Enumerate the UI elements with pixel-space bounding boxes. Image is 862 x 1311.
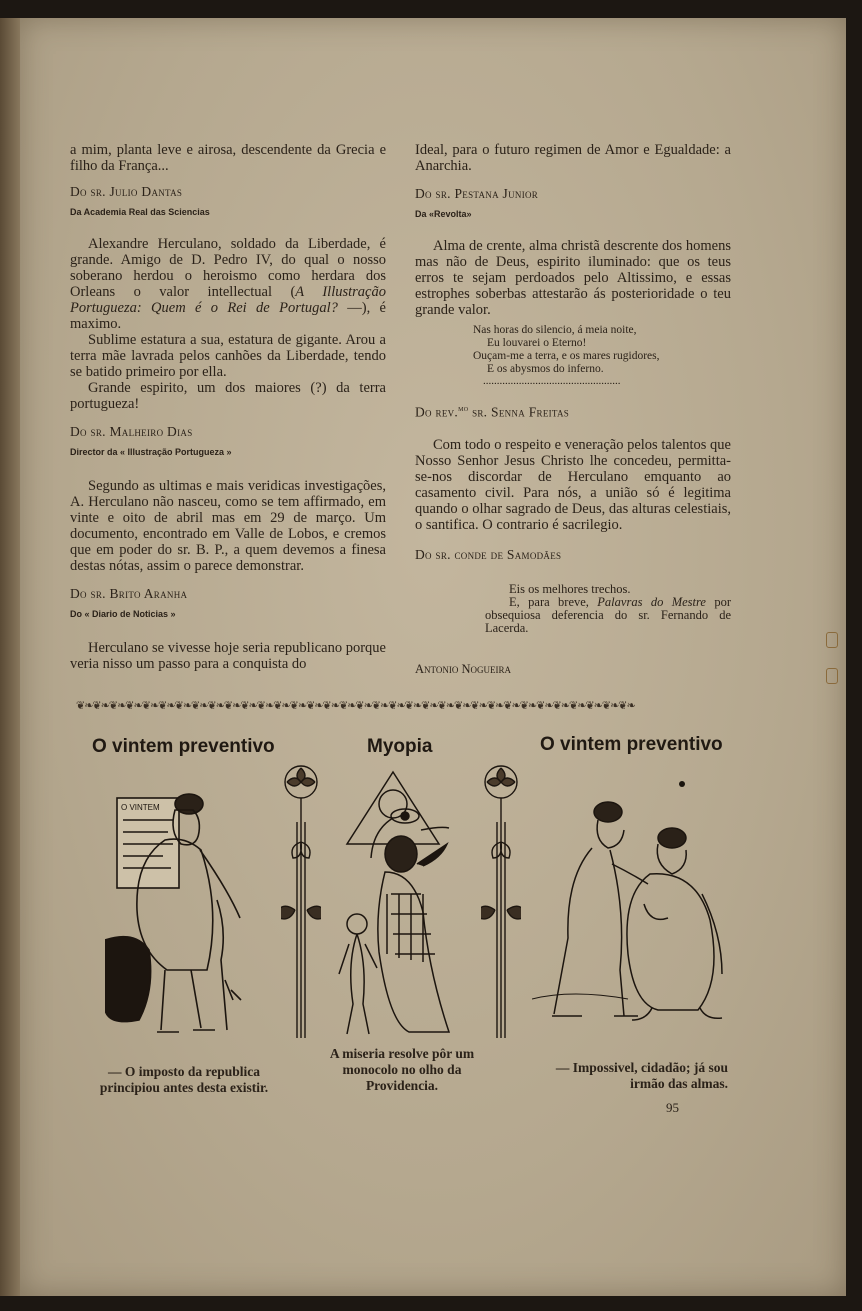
flower-ornament-left [281, 762, 321, 1042]
right-para-1: Ideal, para o futuro regimen de Amor e Egualdade: a Anarchia. [415, 142, 731, 174]
note-line-1: Eis os melhores trechos. [509, 581, 631, 596]
byline-senna-freitas: Do rev.$^{mo}$ sr. Senna Freitas [415, 403, 570, 420]
sub-academia: Da Academia Real das Sciencias [70, 207, 210, 217]
poem-line: E os abysmos do inferno. [487, 363, 604, 375]
right-column [415, 142, 731, 677]
cartoon-caption-right: — Impossivel, cidadão; já sou irmão das almas. [555, 1060, 728, 1091]
cartoon-title-center: Myopia [367, 736, 433, 757]
dotted-separator: .................................................. [483, 376, 621, 386]
wall-sign-text: O VINTEM [121, 803, 160, 812]
left-para-1: a mim, planta leve e airosa, descendente da Grecia e filho da França... [70, 142, 386, 174]
poem [415, 324, 731, 376]
flower-ornament-right [481, 762, 521, 1042]
cartoon-center-illustration [335, 764, 465, 1044]
byline-pestana-junior: Do sr. Pestana Junior [415, 186, 539, 201]
left-para-2: Alexandre Herculano, soldado da Liberdade, é grande. Amigo de D. Pedro IV, do qual o nosso soberano herdou o heroismo como herdara dos Orleans o valor intellectual (A Illustração Portugueza: Quem é o Rei de Portugal? —), é maximo. [70, 236, 386, 332]
margin-mark [826, 632, 838, 648]
left-para-4: Grande espirito, um dos maiores (?) da terra portugueza! [70, 380, 386, 412]
poem-line: Ouçam-me a terra, e os mares rugidores, [473, 350, 660, 362]
book-spine [0, 18, 22, 1296]
signature-antonio-nogueira: Antonio Nogueira [415, 661, 512, 676]
poem-line: Eu louvarei o Eterno! [487, 337, 587, 349]
sub-diario: Do « Diario de Noticias » [70, 609, 176, 619]
cartoon-title-right: O vintem preventivo [540, 734, 723, 755]
closing-note [415, 583, 731, 635]
cartoon-caption-center: A miseria resolve pôr um monocolo no olho da Providencia. [329, 1046, 475, 1093]
left-column [70, 142, 386, 672]
margin-mark [826, 668, 838, 684]
ink-dot [679, 781, 685, 787]
byline-brito-aranha: Do sr. Brito Aranha [70, 586, 188, 601]
cartoon-caption-left: — O imposto da republica principiou antes desta existir. [99, 1064, 269, 1095]
sub-illustracao: Director da « Illustração Portugueza » [70, 447, 232, 457]
cartoon-right-illustration [532, 794, 732, 1024]
byline-conde-samodaes: Do sr. conde de Samodães [415, 546, 562, 562]
page-number: 95 [666, 1100, 679, 1115]
byline-julio-dantas: Do sr. Julio Dantas [70, 184, 183, 199]
ornamental-border: ❦❧❦❧❦❧❦❧❦❧❦❧❦❧❦❧❦❧❦❧❦❧❦❧❦❧❦❧❦❧❦❧❦❧❦❧❦❧❦❧❦❧❦❧❦❧❦❧❦❧❦❧❦❧❦❧❦❧❦❧❦❧❦❧❦❧❦❧ [76, 700, 635, 712]
note-line-2: E, para breve, Palavras do Mestre por obsequiosa deferencia do sr. Fernando de Lacerda. [485, 594, 731, 635]
right-para-3: Com todo o respeito e veneração pelos talentos que Nosso Senhor Jesus Christo lhe concedeu, permitta-se-nos discordar de Herculano emquanto ao casamento civil. Para nós, a união só é legitima quando o olhar sagrado de Deus, das alturas celestiais, o santifica. O contrario é sacrilegio. [415, 436, 731, 533]
left-para-3: Sublime estatura a sua, estatura de gigante. Arou a terra mãe lavrada pelos canhões da Liberdade, tendo se batido primeiro por ella. [70, 332, 386, 380]
right-para-2: Alma de crente, alma christã descrente dos homens mas não de Deus, espirito iluminado: que os teus erros te sejam perdoados pelo Altissimo, e essas estrophes soberbas attestarão ás posterioridade o teu grande valor. [415, 238, 731, 318]
sub-revolta: Da «Revolta» [415, 209, 472, 219]
cartoon-title-left: O vintem preventivo [92, 736, 275, 757]
left-para-6: Herculano se vivesse hoje seria republicano porque veria nisso um passo para a conquista do [70, 640, 386, 672]
left-para-5: Segundo as ultimas e mais veridicas investigações, A. Herculano não nasceu, como se tem affirmado, em vinte e oito de abril mas em 29 de março. Um documento, encontrado em Valle de Lobos, e cremos que em poder do sr. B. P., a quem devemos a finesa destas nótas, assim o parece demonstrar. [70, 478, 386, 574]
cartoon-left-illustration [105, 780, 255, 1040]
poem-line: Nas horas do silencio, á meia noite, [473, 324, 637, 336]
byline-malheiro-dias: Do sr. Malheiro Dias [70, 424, 193, 439]
